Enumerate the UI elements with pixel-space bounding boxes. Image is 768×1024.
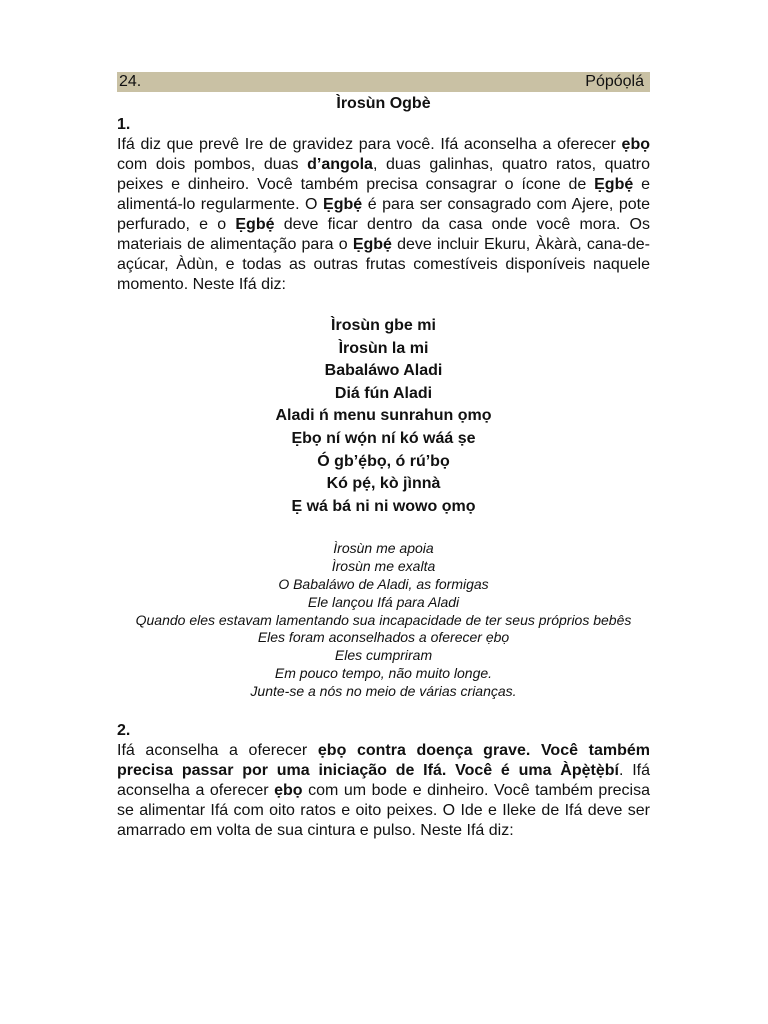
paragraph-bold-run: d’angola <box>307 156 373 173</box>
verse-line: Aladi ń menu sunrahun ọmọ <box>275 407 492 425</box>
paragraph-run: Ifá diz que prevê Ire de gravidez para você. Ifá aconselha a oferecer <box>117 136 622 153</box>
verse-line: Ìrosùn me apoia <box>333 540 434 557</box>
verse-line: Ele lançou Ifá para Aladi <box>307 593 460 610</box>
verse-line: Ìrosùn me exalta <box>331 558 436 575</box>
paragraph-run: com um bode e dinheiro. Você também precisa se alimentar Ifá com oito ratos e oito peixes. O Ide e Ileke de Ifá deve ser amarrado em volta de sua cintura e pulso. Neste Ifá diz: <box>117 781 651 839</box>
section-2-paragraph <box>117 741 650 841</box>
paragraph-bold-run: Ẹgbẹ́ <box>352 236 392 253</box>
verse-line: Diá fún Aladi <box>334 384 433 402</box>
chapter-number: 24. <box>119 73 142 90</box>
paragraph-run: Ifá aconselha a oferecer <box>117 741 318 759</box>
paragraph-bold-run: Ẹgbẹ́ <box>323 196 363 213</box>
paragraph-run: deve incluir Ekuru, Àkàrà, cana-de-açúcar, Àdùn, e todas as outras frutas comestíveis disponíveis naquele momento. Neste Ifá diz: <box>117 236 651 293</box>
verse-line: Kó pẹ́, kò jìnnà <box>326 475 441 493</box>
verse-line: Ó gb’ẹ́bọ, ó rú’bọ <box>317 452 450 470</box>
portuguese-verse <box>117 540 650 700</box>
paragraph-bold-run: ẹbọ <box>621 136 650 153</box>
section-2-number: 2. <box>117 721 131 739</box>
yoruba-verse <box>117 315 650 518</box>
paragraph-run: e alimentá-lo regularmente. O <box>117 176 651 213</box>
verse-line: Ìrosùn gbe mi <box>331 317 436 334</box>
verse-line: Eles foram aconselhados a oferecer ẹbọ <box>257 629 510 646</box>
verse-line: Quando eles estavam lamentando sua incapacidade de ter seus próprios bebês <box>135 611 632 628</box>
verse-line: Babaláwo Aladi <box>324 362 443 380</box>
verse-line: Eles cumpriram <box>334 647 433 664</box>
paragraph-run: é para ser consagrado com Ajere, pote perfurado, e o <box>117 196 650 233</box>
page-header-bar <box>117 72 650 92</box>
paragraph-bold-run: Ẹgbẹ́ <box>594 176 634 193</box>
verse-line: Ẹbọ ní wọ́n ní kó wáá ṣe <box>291 429 476 447</box>
document-page <box>117 72 650 841</box>
paragraph-run: . Ifá aconselha a oferecer <box>117 761 651 799</box>
verse-line: Em pouco tempo, não muito longe. <box>274 664 493 681</box>
paragraph-bold-run: Ẹgbẹ́ <box>235 216 275 233</box>
odu-title: Ìrosùn Ogbè <box>336 95 431 112</box>
paragraph-run: com dois pombos, duas <box>117 156 308 173</box>
chapter-name: Pópóọlá <box>585 73 644 90</box>
paragraph-run: deve ficar dentro da casa onde você mora. Os materiais de alimentação para o <box>117 216 651 253</box>
section-1-number: 1. <box>117 116 131 133</box>
verse-line: Ìrosùn la mi <box>338 339 429 357</box>
paragraph-bold-run: ẹbọ <box>274 781 303 799</box>
verse-line: O Babaláwo de Aladi, as formigas <box>278 575 489 592</box>
verse-line: Junte-se a nós no meio de várias crianças. <box>250 682 517 699</box>
verse-line: Ẹ wá bá ni ni wowo ọmọ <box>291 497 476 515</box>
paragraph-run: , duas galinhas, quatro ratos, quatro peixes e dinheiro. Você também precisa consagrar o ícone de <box>117 156 651 193</box>
paragraph-bold-run: ẹbọ contra doença grave. Você também precisa passar por uma iniciação de Ifá. Você é uma Àpẹ̀tẹ̀bí <box>117 741 650 779</box>
section-1-paragraph <box>117 135 650 295</box>
